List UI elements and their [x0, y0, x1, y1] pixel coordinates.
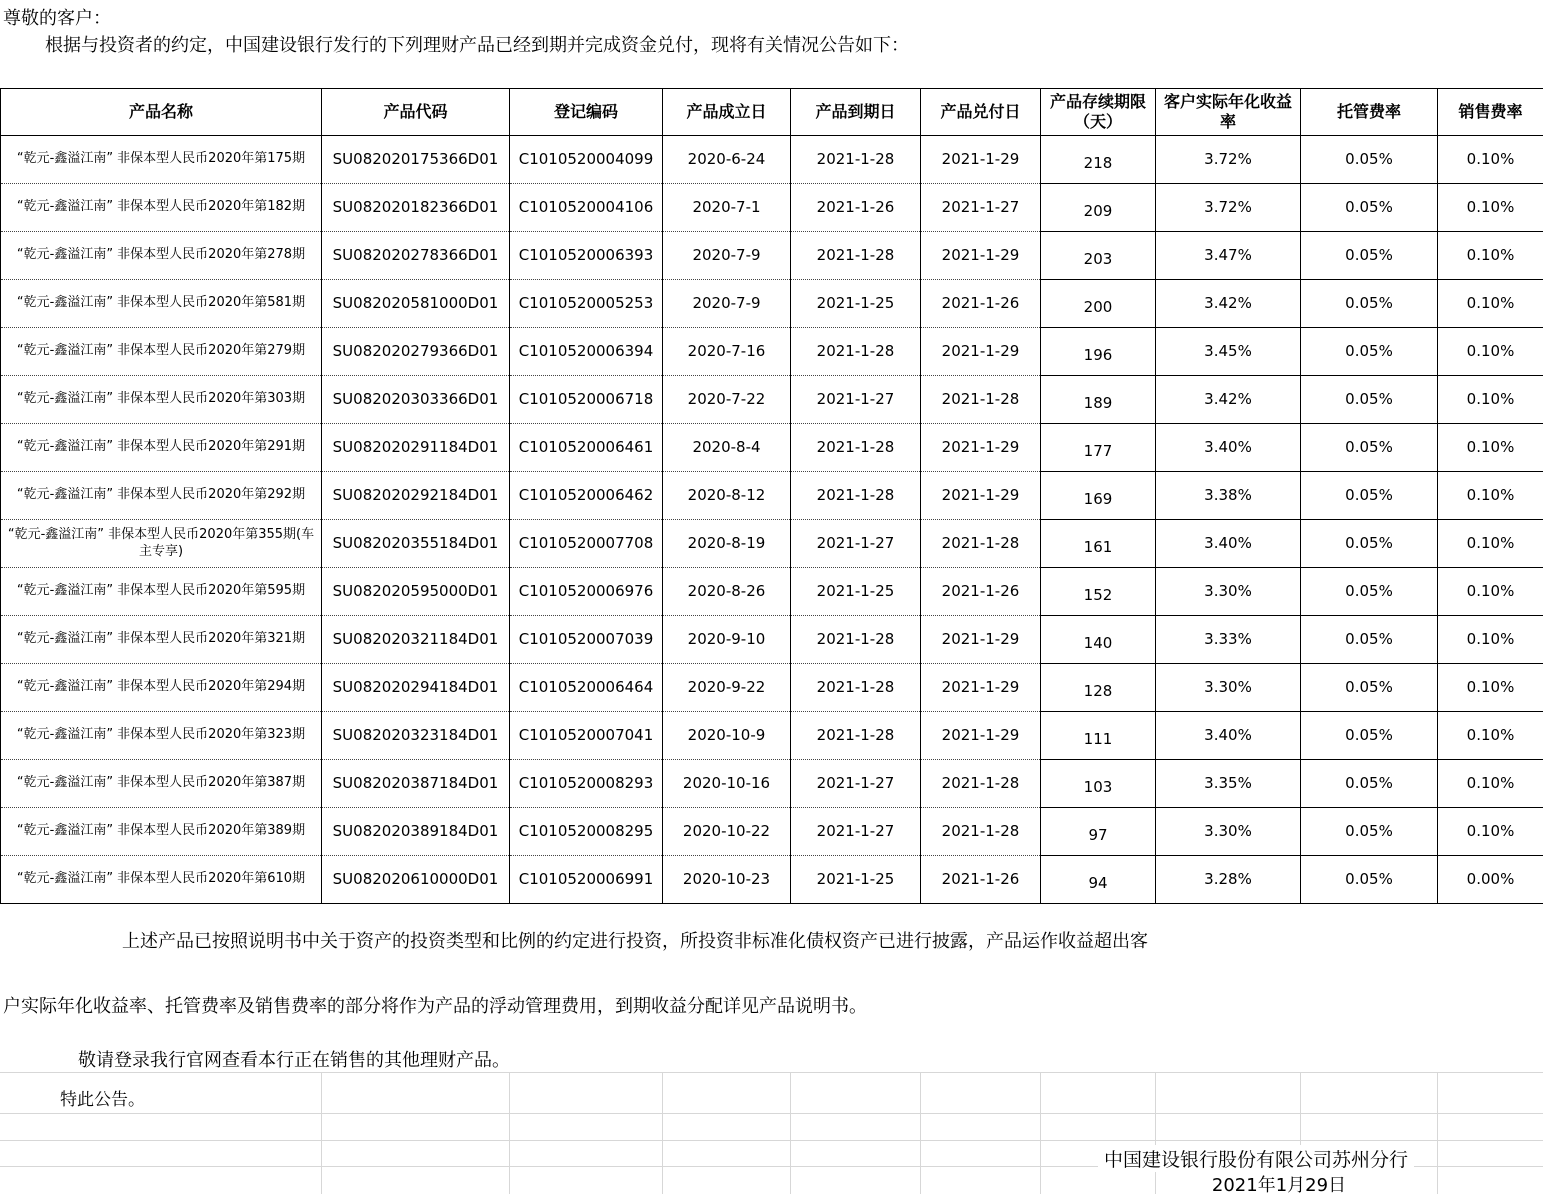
table-row	[1, 328, 1543, 376]
table-cell: 203	[1041, 232, 1156, 280]
table-cell: 2020-7-9	[663, 232, 791, 280]
table-cell: 3.30%	[1156, 568, 1301, 616]
table-cell: 2021-1-28	[791, 616, 921, 664]
table-cell: 0.10%	[1438, 280, 1543, 328]
table-cell: 0.10%	[1438, 520, 1543, 568]
table-cell: 0.10%	[1438, 712, 1543, 760]
table-cell: 0.05%	[1301, 328, 1438, 376]
table-cell: 0.05%	[1301, 232, 1438, 280]
table-cell: “乾元-鑫溢江南” 非保本型人民币2020年第278期	[1, 232, 322, 280]
table-cell: 2021-1-27	[791, 808, 921, 856]
table-row	[1, 424, 1543, 472]
table-cell: 2020-9-10	[663, 616, 791, 664]
table-cell: 0.05%	[1301, 184, 1438, 232]
table-cell: 2021-1-29	[921, 712, 1041, 760]
table-cell: 2021-1-28	[791, 328, 921, 376]
table-cell: 3.30%	[1156, 664, 1301, 712]
table-cell: 0.00%	[1438, 856, 1543, 904]
table-cell: 2021-1-28	[791, 712, 921, 760]
table-cell: “乾元-鑫溢江南” 非保本型人民币2020年第355期(车主专享)	[1, 520, 322, 568]
table-cell: 2020-10-16	[663, 760, 791, 808]
table-cell: 2021-1-27	[921, 184, 1041, 232]
table-cell: 3.42%	[1156, 280, 1301, 328]
table-cell: 0.05%	[1301, 568, 1438, 616]
table-cell: 189	[1041, 376, 1156, 424]
products-table	[0, 88, 1543, 904]
table-cell: 0.05%	[1301, 616, 1438, 664]
table-cell: SU082020292184D01	[322, 472, 510, 520]
table-cell: 2020-6-24	[663, 136, 791, 184]
table-cell: 2021-1-28	[921, 760, 1041, 808]
table-cell: 2021-1-27	[791, 760, 921, 808]
table-cell: “乾元-鑫溢江南” 非保本型人民币2020年第323期	[1, 712, 322, 760]
table-cell: 2020-7-9	[663, 280, 791, 328]
gridline-vertical	[790, 1072, 791, 1194]
table-row	[1, 856, 1543, 904]
table-cell: “乾元-鑫溢江南” 非保本型人民币2020年第182期	[1, 184, 322, 232]
table-cell: “乾元-鑫溢江南” 非保本型人民币2020年第175期	[1, 136, 322, 184]
table-cell: SU082020389184D01	[322, 808, 510, 856]
table-cell: C1010520008293	[510, 760, 663, 808]
table-cell: 0.05%	[1301, 808, 1438, 856]
table-cell: 2021-1-27	[791, 376, 921, 424]
intro-body-text: 根据与投资者的约定，中国建设银行发行的下列理财产品已经到期并完成资金兑付，现将有关情况公告如下：	[45, 35, 909, 56]
table-cell: 0.10%	[1438, 424, 1543, 472]
table-cell: 200	[1041, 280, 1156, 328]
table-cell: 2020-10-23	[663, 856, 791, 904]
table-cell: SU082020581000D01	[322, 280, 510, 328]
table-cell: 0.05%	[1301, 136, 1438, 184]
column-header-duration-days: 产品存续期限（天）	[1041, 89, 1156, 136]
table-cell: 3.38%	[1156, 472, 1301, 520]
table-cell: “乾元-鑫溢江南” 非保本型人民币2020年第292期	[1, 472, 322, 520]
table-cell: 2021-1-29	[921, 424, 1041, 472]
table-cell: 0.10%	[1438, 760, 1543, 808]
table-cell: 0.10%	[1438, 808, 1543, 856]
table-cell: 2021-1-27	[791, 520, 921, 568]
table-cell: 2021-1-25	[791, 280, 921, 328]
table-cell: 103	[1041, 760, 1156, 808]
table-cell: 196	[1041, 328, 1156, 376]
column-header-custody-fee: 托管费率	[1301, 89, 1438, 136]
announcement-date: 2021年1月29日	[1158, 1171, 1400, 1194]
table-cell: SU082020291184D01	[322, 424, 510, 472]
note-paragraph-3: 敬请登录我行官网查看本行正在销售的其他理财产品。	[78, 1050, 510, 1071]
table-cell: 2021-1-28	[791, 136, 921, 184]
table-cell: C1010520006461	[510, 424, 663, 472]
table-cell: 2020-8-19	[663, 520, 791, 568]
table-cell: C1010520004099	[510, 136, 663, 184]
gridline-vertical	[509, 1072, 510, 1194]
table-cell: C1010520006464	[510, 664, 663, 712]
table-row	[1, 664, 1543, 712]
table-cell: 2020-7-16	[663, 328, 791, 376]
table-cell: C1010520006718	[510, 376, 663, 424]
note-paragraph-2: 户实际年化收益率、托管费率及销售费率的部分将作为产品的浮动管理费用，到期收益分配详见产品说明书。	[3, 996, 867, 1017]
table-cell: C1010520006393	[510, 232, 663, 280]
table-cell: 2020-9-22	[663, 664, 791, 712]
table-cell: SU082020279366D01	[322, 328, 510, 376]
table-cell: 3.40%	[1156, 520, 1301, 568]
table-row	[1, 568, 1543, 616]
table-cell: SU082020595000D01	[322, 568, 510, 616]
table-cell: 3.72%	[1156, 136, 1301, 184]
table-cell: 0.05%	[1301, 280, 1438, 328]
table-header-row	[1, 89, 1543, 136]
table-cell: C1010520008295	[510, 808, 663, 856]
table-cell: 0.10%	[1438, 376, 1543, 424]
table-cell: “乾元-鑫溢江南” 非保本型人民币2020年第321期	[1, 616, 322, 664]
table-cell: SU082020321184D01	[322, 616, 510, 664]
issuer-signature: 中国建设银行股份有限公司苏州分行	[1098, 1145, 1414, 1172]
gridline-horizontal	[0, 1113, 1543, 1114]
table-cell: 2020-10-22	[663, 808, 791, 856]
column-header-payment-date: 产品兑付日	[921, 89, 1041, 136]
table-cell: 2021-1-26	[921, 568, 1041, 616]
gridline-vertical	[1040, 1072, 1041, 1194]
table-cell: 3.40%	[1156, 712, 1301, 760]
table-cell: 2021-1-29	[921, 472, 1041, 520]
table-cell: “乾元-鑫溢江南” 非保本型人民币2020年第294期	[1, 664, 322, 712]
table-cell: SU082020323184D01	[322, 712, 510, 760]
table-cell: 2020-10-9	[663, 712, 791, 760]
gridline-horizontal	[0, 1140, 1543, 1141]
table-cell: 2021-1-29	[921, 232, 1041, 280]
table-cell: 218	[1041, 136, 1156, 184]
table-row	[1, 376, 1543, 424]
column-header-product-name: 产品名称	[1, 89, 322, 136]
note-paragraph-1: 上述产品已按照说明书中关于资产的投资类型和比例的约定进行投资，所投资非标准化债权资产已进行披露，产品运作收益超出客	[122, 931, 1148, 952]
column-header-registration-code: 登记编码	[510, 89, 663, 136]
table-cell: 2021-1-28	[791, 664, 921, 712]
table-cell: 152	[1041, 568, 1156, 616]
table-cell: 2021-1-29	[921, 664, 1041, 712]
table-cell: “乾元-鑫溢江南” 非保本型人民币2020年第303期	[1, 376, 322, 424]
table-cell: 94	[1041, 856, 1156, 904]
table-cell: C1010520005253	[510, 280, 663, 328]
table-cell: 2020-8-12	[663, 472, 791, 520]
table-cell: 3.42%	[1156, 376, 1301, 424]
gridline-vertical	[321, 1072, 322, 1194]
table-cell: 169	[1041, 472, 1156, 520]
table-cell: “乾元-鑫溢江南” 非保本型人民币2020年第581期	[1, 280, 322, 328]
table-cell: 128	[1041, 664, 1156, 712]
table-cell: C1010520006394	[510, 328, 663, 376]
table-cell: 0.10%	[1438, 136, 1543, 184]
table-cell: SU082020278366D01	[322, 232, 510, 280]
table-cell: 0.10%	[1438, 616, 1543, 664]
table-cell: 140	[1041, 616, 1156, 664]
table-cell: 0.05%	[1301, 520, 1438, 568]
column-header-annualized-yield: 客户实际年化收益率	[1156, 89, 1301, 136]
table-cell: 2021-1-25	[791, 856, 921, 904]
table-cell: 111	[1041, 712, 1156, 760]
table-row	[1, 712, 1543, 760]
column-header-maturity-date: 产品到期日	[791, 89, 921, 136]
table-cell: 3.35%	[1156, 760, 1301, 808]
gridline-vertical	[1437, 1072, 1438, 1194]
column-header-sales-fee: 销售费率	[1438, 89, 1543, 136]
gridline-vertical	[1155, 1072, 1156, 1194]
salutation-text: 尊敬的客户：	[3, 8, 111, 29]
table-cell: 2021-1-28	[791, 232, 921, 280]
table-cell: 2021-1-26	[921, 280, 1041, 328]
table-cell: 2021-1-28	[921, 520, 1041, 568]
table-cell: 0.10%	[1438, 568, 1543, 616]
table-row	[1, 520, 1543, 568]
table-cell: SU082020610000D01	[322, 856, 510, 904]
table-row	[1, 472, 1543, 520]
table-cell: 97	[1041, 808, 1156, 856]
table-cell: 3.30%	[1156, 808, 1301, 856]
table-cell: 0.05%	[1301, 712, 1438, 760]
table-cell: SU082020303366D01	[322, 376, 510, 424]
table-row	[1, 136, 1543, 184]
table-cell: 209	[1041, 184, 1156, 232]
table-cell: 0.10%	[1438, 232, 1543, 280]
table-cell: 0.10%	[1438, 664, 1543, 712]
table-cell: 161	[1041, 520, 1156, 568]
table-cell: 3.45%	[1156, 328, 1301, 376]
column-header-start-date: 产品成立日	[663, 89, 791, 136]
table-cell: 2021-1-28	[921, 808, 1041, 856]
table-cell: C1010520006976	[510, 568, 663, 616]
table-cell: 0.10%	[1438, 472, 1543, 520]
table-cell: 2021-1-26	[921, 856, 1041, 904]
table-cell: 3.47%	[1156, 232, 1301, 280]
table-cell: 2021-1-29	[921, 616, 1041, 664]
table-row	[1, 760, 1543, 808]
table-cell: 2021-1-28	[791, 424, 921, 472]
table-row	[1, 280, 1543, 328]
table-cell: 3.72%	[1156, 184, 1301, 232]
table-cell: 3.40%	[1156, 424, 1301, 472]
closing-statement: 特此公告。	[60, 1090, 145, 1110]
table-cell: 0.05%	[1301, 760, 1438, 808]
table-row	[1, 808, 1543, 856]
table-row	[1, 616, 1543, 664]
table-cell: SU082020182366D01	[322, 184, 510, 232]
gridline-horizontal	[0, 1072, 1543, 1073]
table-cell: 2020-8-4	[663, 424, 791, 472]
table-cell: “乾元-鑫溢江南” 非保本型人民币2020年第610期	[1, 856, 322, 904]
table-cell: 2021-1-28	[921, 376, 1041, 424]
table-cell: “乾元-鑫溢江南” 非保本型人民币2020年第595期	[1, 568, 322, 616]
table-cell: SU082020175366D01	[322, 136, 510, 184]
table-cell: “乾元-鑫溢江南” 非保本型人民币2020年第387期	[1, 760, 322, 808]
table-cell: C1010520004106	[510, 184, 663, 232]
table-row	[1, 184, 1543, 232]
table-cell: SU082020355184D01	[322, 520, 510, 568]
table-cell: 2021-1-28	[791, 472, 921, 520]
table-cell: C1010520006462	[510, 472, 663, 520]
gridline-vertical	[662, 1072, 663, 1194]
table-cell: 0.05%	[1301, 376, 1438, 424]
table-cell: 0.05%	[1301, 856, 1438, 904]
table-cell: “乾元-鑫溢江南” 非保本型人民币2020年第389期	[1, 808, 322, 856]
table-cell: “乾元-鑫溢江南” 非保本型人民币2020年第279期	[1, 328, 322, 376]
table-cell: C1010520007039	[510, 616, 663, 664]
table-cell: SU082020387184D01	[322, 760, 510, 808]
table-cell: 3.28%	[1156, 856, 1301, 904]
table-cell: C1010520007708	[510, 520, 663, 568]
table-row	[1, 232, 1543, 280]
table-cell: 2020-7-1	[663, 184, 791, 232]
table-cell: SU082020294184D01	[322, 664, 510, 712]
column-header-product-code: 产品代码	[322, 89, 510, 136]
table-cell: C1010520007041	[510, 712, 663, 760]
table-cell: 2021-1-26	[791, 184, 921, 232]
table-cell: 0.05%	[1301, 472, 1438, 520]
table-cell: 177	[1041, 424, 1156, 472]
table-cell: 0.05%	[1301, 664, 1438, 712]
table-cell: 0.10%	[1438, 184, 1543, 232]
table-cell: 2020-8-26	[663, 568, 791, 616]
table-cell: 2021-1-29	[921, 328, 1041, 376]
table-cell: 3.33%	[1156, 616, 1301, 664]
table-cell: 2020-7-22	[663, 376, 791, 424]
gridline-vertical	[920, 1072, 921, 1194]
table-cell: 2021-1-29	[921, 136, 1041, 184]
table-cell: “乾元-鑫溢江南” 非保本型人民币2020年第291期	[1, 424, 322, 472]
table-cell: 0.05%	[1301, 424, 1438, 472]
table-cell: 0.10%	[1438, 328, 1543, 376]
table-cell: 2021-1-25	[791, 568, 921, 616]
table-cell: C1010520006991	[510, 856, 663, 904]
